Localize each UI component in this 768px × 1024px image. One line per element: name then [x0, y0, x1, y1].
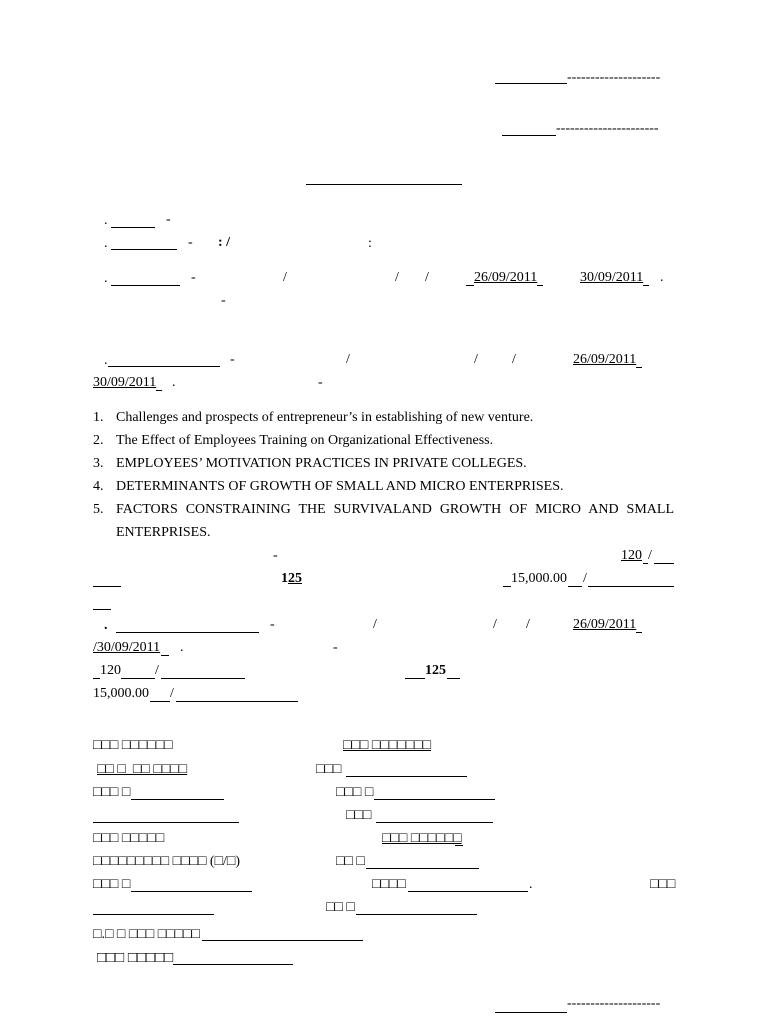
- para5-rule-hours-tail: [161, 678, 245, 679]
- para2-dash: -: [191, 270, 196, 285]
- sig-row9-rule: [173, 964, 293, 965]
- list-number: 1.: [93, 410, 104, 425]
- para5-rule-hours-post: [121, 678, 155, 679]
- para3-slash-1: /: [346, 352, 350, 367]
- para5-rule: [116, 632, 259, 633]
- header-dashes-2: ----------------------: [556, 121, 659, 136]
- para4-slash-2: /: [583, 571, 587, 586]
- sig-row2-left-rule: [131, 799, 224, 800]
- sig-row1-left: □□ □_□□ □□□□: [97, 762, 188, 777]
- para4-rule-amount-post: [568, 586, 582, 587]
- sig-row5-right-rule: [366, 868, 479, 869]
- para3-slash-3: /: [512, 352, 516, 367]
- para2-rule: [111, 285, 180, 286]
- para5-rule-date-to-post: [161, 655, 169, 656]
- footer-rule: [495, 1012, 567, 1013]
- para5-slash-h: /: [155, 663, 159, 678]
- para4-dash: -: [273, 548, 278, 563]
- para3-date-from: 26/09/2011: [573, 352, 637, 367]
- sig-row6-right: □□□: [650, 877, 676, 892]
- para3-end-dot: .: [172, 375, 176, 390]
- para1-dash-1: -: [166, 212, 171, 227]
- para2-rule-date-post: [537, 285, 543, 286]
- para5-date-to: /30/09/2011: [93, 640, 161, 655]
- para4-hours: 120: [621, 548, 642, 563]
- para5-rule-count-pre: [405, 678, 425, 679]
- sig-row7-right-rule: [356, 914, 477, 915]
- para2-rule-date-pre: [466, 285, 474, 286]
- para1-dot-1: .: [104, 213, 108, 228]
- para3-rule: [108, 366, 220, 367]
- para5-date-from: 26/09/2011: [573, 617, 637, 632]
- para5-rule-hours-pre: [93, 678, 100, 679]
- sig-left-title: □□□ □□□□□□: [93, 738, 173, 753]
- title-rule: [306, 184, 462, 185]
- para3-rule-date-to-post: [156, 390, 162, 391]
- list-text: The Effect of Employees Training on Organizational Effectiveness.: [116, 433, 494, 448]
- sig-row1-right-rule: [346, 776, 467, 777]
- para5-slash-a: /: [170, 686, 174, 701]
- list-number: 3.: [93, 456, 104, 471]
- sig-row1-right: □□□: [316, 762, 342, 777]
- para4-rule-line3: [93, 609, 111, 610]
- para2-dot: .: [104, 271, 108, 286]
- para1-colon: :: [368, 236, 372, 251]
- sig-row7-right: □□ □: [326, 900, 355, 915]
- sig-row8-left: □.□ □ □□□ □□□□□: [93, 927, 201, 942]
- list-number: 5.: [93, 502, 104, 517]
- sig-row6-mid-rule: [408, 891, 528, 892]
- para4-amount: 15,000.00: [511, 571, 567, 586]
- para2-end-dot: .: [660, 270, 664, 285]
- header-rule-2: [502, 135, 556, 136]
- sig-row4-right: □□□ □□□□□□: [382, 831, 462, 846]
- sig-row4-left: □□□ □□□□□: [93, 831, 165, 846]
- list-text-continued: ENTERPRISES.: [116, 525, 211, 540]
- sig-row6-dot: .: [529, 877, 533, 892]
- list-item: [93, 498, 674, 546]
- para5-rule-date-post: [636, 632, 642, 633]
- footer-dashes: --------------------: [567, 996, 661, 1011]
- sig-row5-left: □□□□□□□□□ □□□□ (□/□): [93, 854, 241, 869]
- para2-date-from: 26/09/2011: [474, 270, 538, 285]
- sig-row3-left-rule: [93, 822, 239, 823]
- sig-row2-left: □□□ □: [93, 785, 131, 800]
- sig-row9-left: □□□ □□□□□: [97, 950, 174, 966]
- para3-rule-date-post: [636, 367, 642, 368]
- para5-rule-amount-post: [150, 701, 170, 702]
- para5-hours: 120: [100, 663, 121, 678]
- sig-row5-right: □□ □: [336, 854, 365, 869]
- para5-end-dot: .: [180, 640, 184, 655]
- para2-slash-2: /: [395, 270, 399, 285]
- sig-row6-left: □□□ □: [93, 877, 131, 892]
- sig-row8-rule: [202, 940, 363, 941]
- para2-rule-date-to-post: [643, 285, 649, 286]
- para3-date-to: 30/09/2011: [93, 375, 157, 390]
- para5-slash-1: /: [373, 617, 377, 632]
- sig-row3-right: □□□: [346, 808, 372, 823]
- para3-dash-end: -: [318, 375, 323, 390]
- header-rule-1: [495, 83, 567, 84]
- list-text: Challenges and prospects of entrepreneur’s in establishing of new venture.: [116, 410, 534, 425]
- sig-row6-left-rule: [131, 891, 252, 892]
- sig-row6-mid: □□□□: [372, 877, 406, 892]
- para4-slash: /: [648, 548, 652, 563]
- para4-rule-amount-pre: [503, 586, 511, 587]
- para5-amount: 15,000.00: [93, 686, 149, 701]
- sig-row2-right: □□□ □: [336, 785, 374, 800]
- para2-slash-3: /: [425, 270, 429, 285]
- list-text: EMPLOYEES’ MOTIVATION PRACTICES IN PRIVATE COLLEGES.: [116, 456, 527, 471]
- para1-dot-2: .: [104, 236, 108, 251]
- list-text: DETERMINANTS OF GROWTH OF SMALL AND MICRO ENTERPRISES.: [116, 479, 564, 494]
- para5-dash-end: -: [333, 640, 338, 655]
- para5-count: 125: [425, 663, 446, 678]
- list-number: 4.: [93, 479, 104, 494]
- para4-rule-amount-tail: [588, 586, 674, 587]
- para5-dash: -: [270, 617, 275, 632]
- sig-right-title: □□□ □□□□□□□: [343, 738, 432, 753]
- para5-dot: .: [104, 618, 108, 633]
- sig-row7-left-rule: [93, 914, 214, 915]
- para1-rule-1: [111, 227, 155, 228]
- para3-slash-2: /: [474, 352, 478, 367]
- para2-date-to: 30/09/2011: [580, 270, 644, 285]
- sig-row3-right-rule: [376, 822, 493, 823]
- para1-colon-slash: : /: [218, 235, 231, 250]
- para4-rule-line2-start: [93, 586, 121, 587]
- para4-count: 125: [281, 571, 302, 586]
- para3-dash: -: [230, 352, 235, 367]
- list-text: FACTORS CONSTRAINING THE SURVIVALAND GROWTH OF MICRO AND SMALL: [116, 502, 674, 517]
- para4-count-underlined: 25: [288, 571, 302, 586]
- para3-dot: .: [104, 353, 108, 368]
- para4-rule-hours-post: [654, 563, 674, 564]
- sig-row2-right-rule: [374, 799, 495, 800]
- sig-row4-right-tail: [455, 845, 463, 846]
- para5-rule-amount-tail: [176, 701, 298, 702]
- para4-rule-hours-pre: [643, 563, 648, 564]
- para2-slash-1: /: [283, 270, 287, 285]
- para1-dash-2: -: [188, 235, 193, 250]
- header-dashes-1: --------------------: [567, 70, 661, 85]
- para5-slash-3: /: [526, 617, 530, 632]
- list-number: 2.: [93, 433, 104, 448]
- para2-dash-line2: -: [221, 293, 226, 308]
- para1-rule-2: [111, 249, 177, 250]
- para5-rule-count-post: [447, 678, 460, 679]
- para5-slash-2: /: [493, 617, 497, 632]
